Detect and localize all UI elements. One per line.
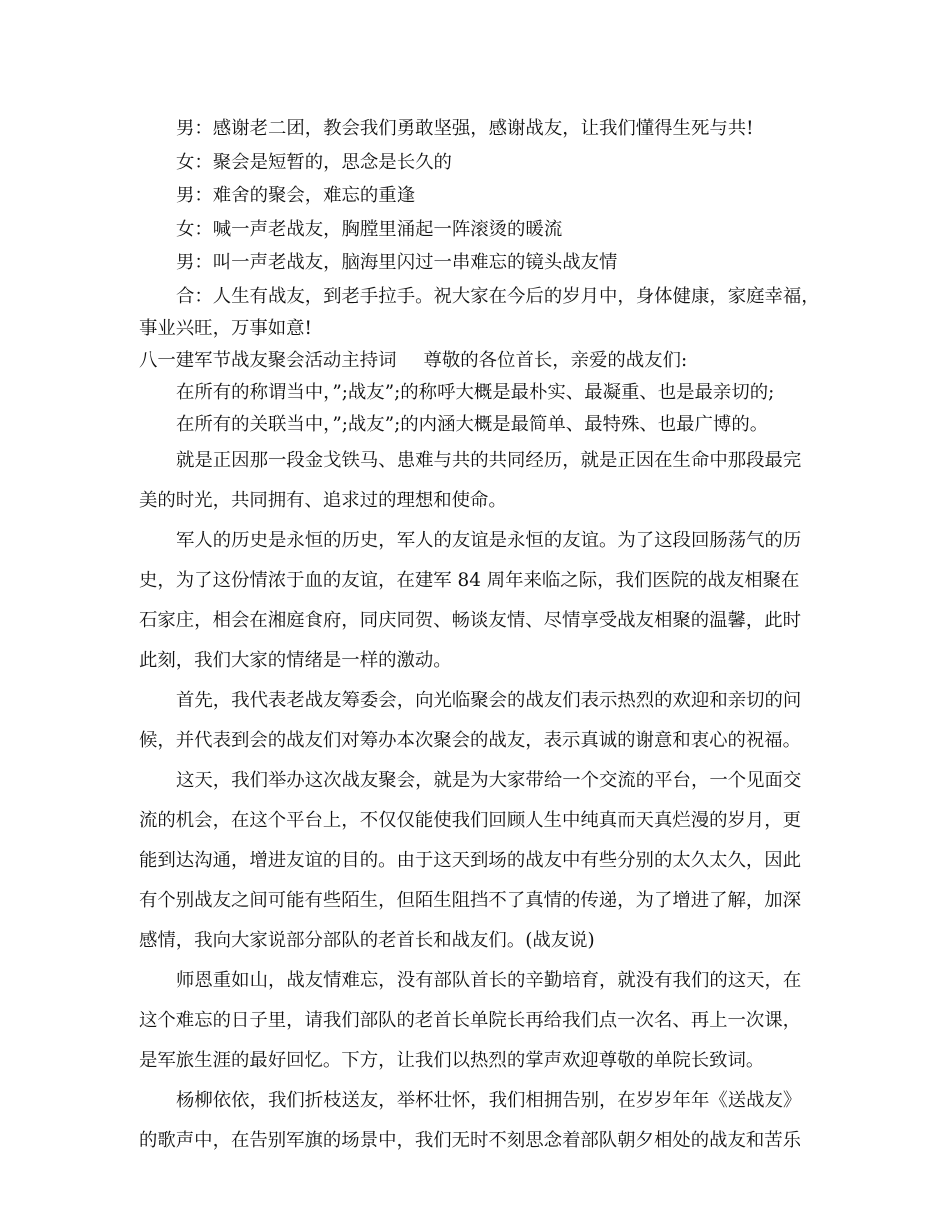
paragraph-line: 石家庄，相会在湘庭食府，同庆同贺、畅谈友情、尽情享受战友相聚的温馨，此时 [139,610,802,631]
paragraph-line: 首先，我代表老战友筹委会，向光临聚会的战友们表示热烈的欢迎和亲切的问 [176,690,802,711]
paragraph-line: 此刻，我们大家的情绪是一样的激动。 [139,650,452,671]
paragraph-line: 这个难忘的日子里，请我们部队的老首长单院长再给我们点一次名、再上一次课， [139,1010,802,1031]
paragraph-line: 军人的历史是永恒的历史，军人的友谊是永恒的友谊。为了这段回肠荡气的历 [176,530,802,551]
section-greeting: 尊敬的各位首长，亲爱的战友们: [423,350,688,371]
address-line: 在所有的关联当中，”;战友”;的内涵大概是最简单、最特殊、也最广博的。 [176,414,769,435]
paragraph-line: 史，为了这份情浓于血的友谊，在建军 84 周年来临之际，我们医院的战友相聚在 [139,570,800,591]
paragraph-line: 是军旅生涯的最好回忆。下方，让我们以热烈的掌声欢迎尊敬的单院长致词。 [139,1050,765,1071]
document-body [139,112,820,1161]
paragraph-line: 候，并代表到会的战友们对筹办本次聚会的战友，表示真诚的谢意和衷心的祝福。 [139,730,802,751]
paragraph [139,441,815,521]
paragraph-line: 就是正因那一段金戈铁马、患难与共的共同经历，就是正因在生命中那段最完 [176,450,802,471]
dialogue-line: 男：叫一声老战友，脑海里闪过一串难忘的镜头战友情 [176,252,618,273]
dialogue-line: 男：难舍的聚会，难忘的重逢 [176,185,416,206]
dialogue-line: 女：喊一声老战友，胸膛里涌起一阵滚烫的暖流 [176,218,563,240]
paragraph-line: 流的机会，在这个平台上，不仅仅能使我们回顾人生中纯真而天真烂漫的岁月，更 [139,810,802,831]
dialogue-line: 男：感谢老二团，教会我们勇敢坚强，感谢战友，让我们懂得生死与共! [176,118,754,139]
closing-line: 合：人生有战友，到老手拉手。祝大家在今后的岁月中，身体健康，家庭幸福， [176,285,820,307]
paragraph [139,521,815,681]
paragraph [139,761,815,961]
section-heading [139,345,815,377]
paragraph [139,961,815,1081]
paragraph [139,681,815,761]
paragraph-line: 感情，我向大家说部分部队的老首长和战友们。(战友说) [139,930,595,951]
paragraph-line: 这天，我们举办这次战友聚会，就是为大家带给一个交流的平台，一个见面交 [176,770,802,791]
paragraph-line: 的歌声中，在告别军旗的场景中，我们无时不刻思念着部队朝夕相处的战友和苦乐 [139,1130,802,1151]
paragraph-line: 能到达沟通，增进友谊的目的。由于这天到场的战友中有些分别的太久太久，因此 [139,850,802,871]
section-title: 八一建军节战友聚会活动主持词 [139,350,397,371]
paragraph-line: 美的时光，共同拥有、追求过的理想和使命。 [139,490,507,511]
address-line: 在所有的称谓当中，”;战友”;的称呼大概是最朴实、最凝重、也是最亲切的; [176,382,775,403]
paragraph-line: 杨柳依依，我们折枝送友，举杯壮怀，我们相拥告别，在岁岁年年《送战友》 [176,1090,802,1111]
paragraph [139,1081,815,1161]
paragraph-line: 有个别战友之间可能有些陌生，但陌生阻挡不了真情的传递，为了增进了解，加深 [139,890,802,911]
dialogue-line: 女：聚会是短暂的，思念是长久的 [176,151,452,173]
closing-line: 事业兴旺，万事如意! [139,318,312,339]
paragraph-line: 师恩重如山，战友情难忘，没有部队首长的辛勤培育，就没有我们的这天，在 [176,970,802,991]
